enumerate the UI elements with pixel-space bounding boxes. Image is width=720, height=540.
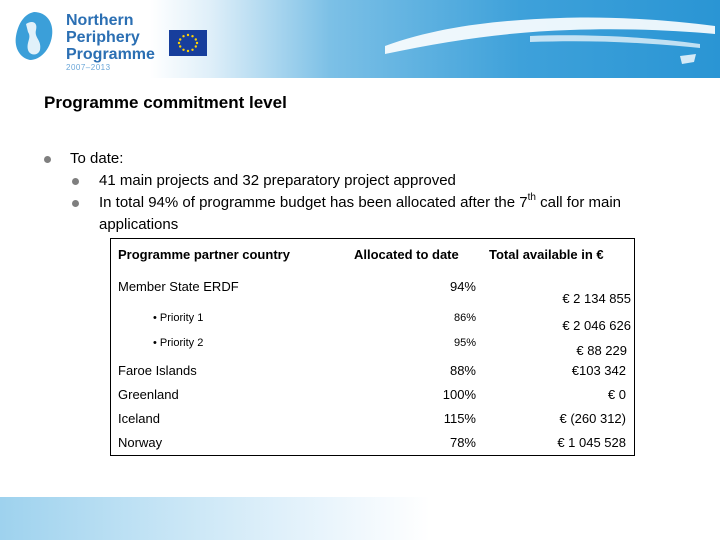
bullet-icon xyxy=(72,200,79,207)
commitment-table xyxy=(110,238,635,456)
table-row-total: €103 342 xyxy=(571,363,626,378)
table-row-total: € 0 xyxy=(607,387,626,402)
table-row-country: Greenland xyxy=(118,387,179,402)
column-header-total: Total available in € xyxy=(489,247,604,262)
table-row-total: € (260 312) xyxy=(559,411,626,426)
table-row-allocated: 86% xyxy=(453,312,476,324)
table-row-country: Norway xyxy=(118,435,163,450)
table-row-allocated: 95% xyxy=(453,337,476,349)
sub-bullet-text-2 xyxy=(99,192,659,236)
sub-bullet-text-1: 41 main projects and 32 preparatory project approved xyxy=(99,172,456,189)
coastline-swoosh-icon xyxy=(380,6,720,72)
table-row-total: € 1 045 528 xyxy=(557,435,626,450)
table-row-country: • Priority 2 xyxy=(153,337,204,349)
table-row-allocated: 78% xyxy=(449,435,476,450)
table-row-country: Member State ERDF xyxy=(118,279,239,294)
column-header-allocated: Allocated to date xyxy=(354,247,459,262)
sub-bullet-text-2a: In total 94% of programme budget has been allocated after the 7 xyxy=(99,194,528,211)
table-row-total: € 88 229 xyxy=(576,343,627,358)
table-row-allocated: 100% xyxy=(442,387,476,402)
header-banner xyxy=(0,0,720,78)
ordinal-suffix: th xyxy=(527,192,536,203)
logo-line-1: Northern xyxy=(66,12,134,29)
table-row-allocated: 115% xyxy=(443,411,476,426)
eu-flag-icon xyxy=(169,30,207,56)
logo-line-3: Programme xyxy=(66,46,155,63)
footer-band xyxy=(0,497,720,540)
logo-line-2: Periphery xyxy=(66,29,140,46)
page-title: Programme commitment level xyxy=(44,93,287,112)
table-row-country: • Priority 1 xyxy=(153,312,204,324)
table-row-total: € 2 134 855 xyxy=(562,291,631,306)
northern-periphery-logo-icon xyxy=(12,10,56,62)
table-row-country: Faroe Islands xyxy=(118,363,197,378)
logo-text xyxy=(66,12,155,63)
table-row-total: € 2 046 626 xyxy=(562,318,631,333)
table-row-allocated: 88% xyxy=(449,363,476,378)
bullet-icon xyxy=(72,178,79,185)
table-row-allocated: 94% xyxy=(449,279,476,294)
bullet-icon xyxy=(44,156,51,163)
column-header-country: Programme partner country xyxy=(118,247,290,262)
bullet-text: To date: xyxy=(70,150,124,167)
sub-bullet-text-2b: call for main applications xyxy=(99,194,621,233)
table-row-country: Iceland xyxy=(118,411,160,426)
logo-years: 2007–2013 xyxy=(66,63,111,72)
